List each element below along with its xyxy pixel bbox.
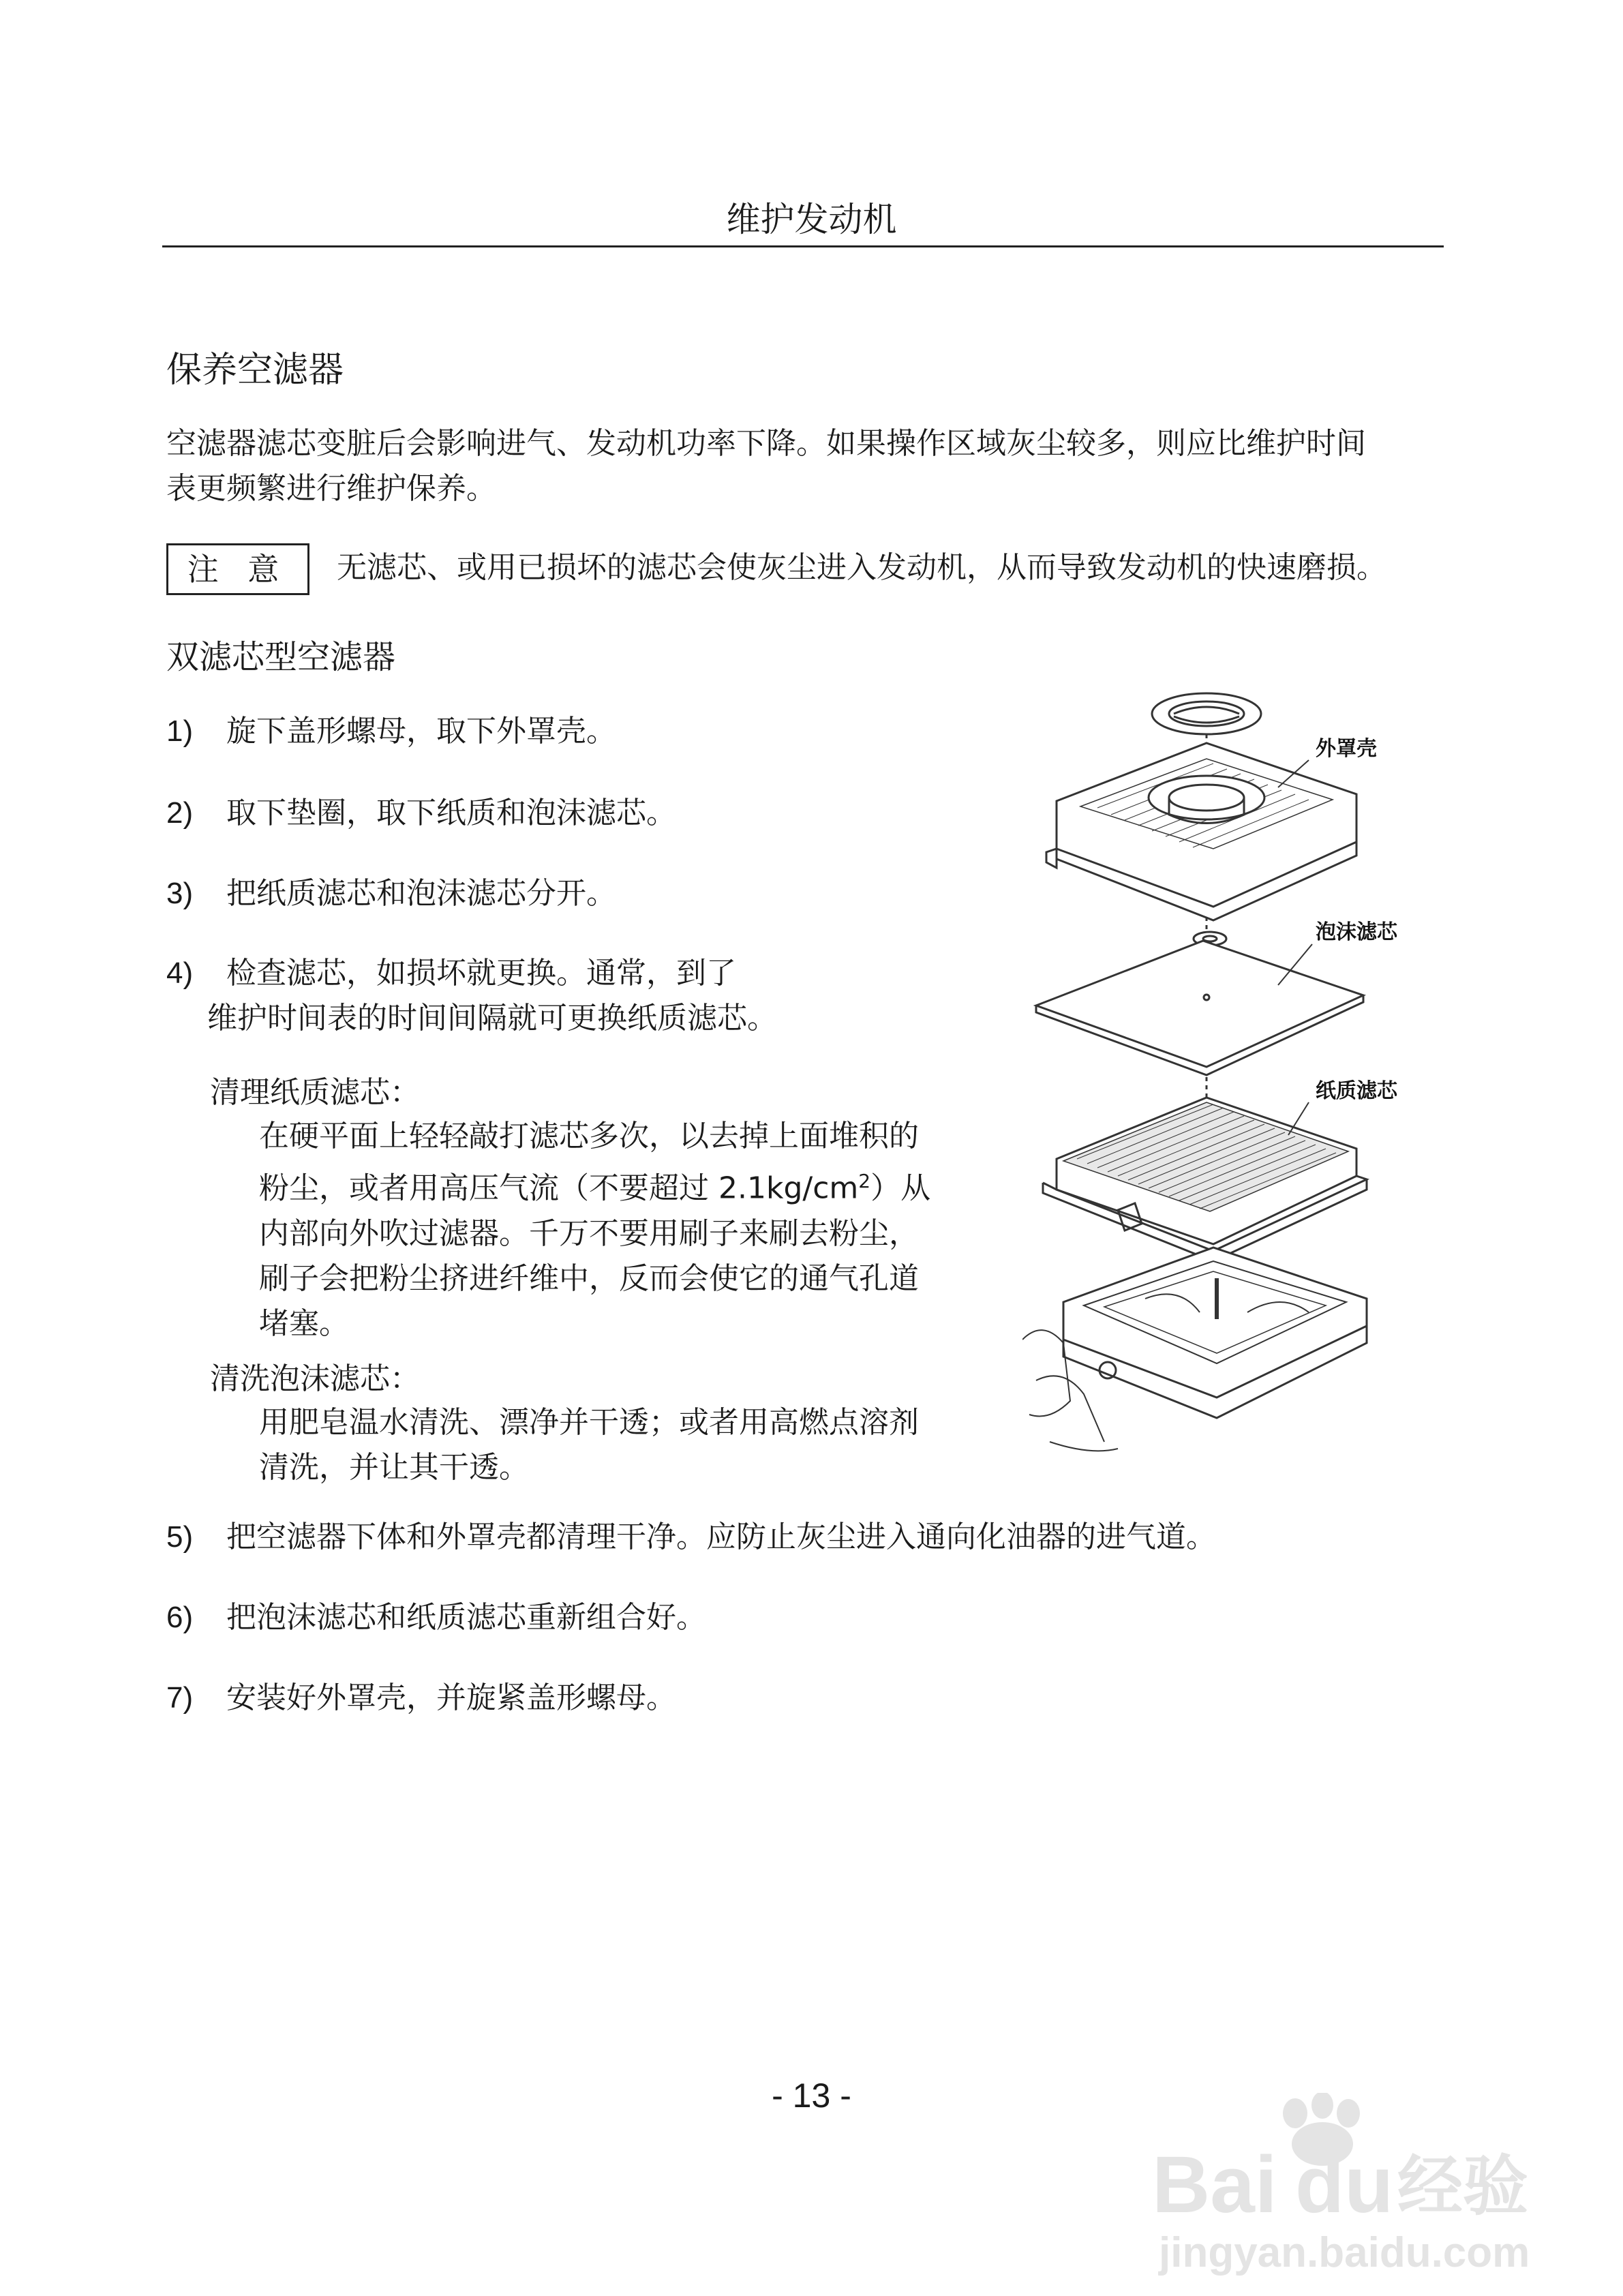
step-text: 把泡沫滤芯和纸质滤芯重新组合好。 — [226, 1600, 706, 1635]
wing-nut-illustration — [1152, 693, 1261, 734]
watermark-brand-c: 经验 — [1397, 2148, 1528, 2224]
foam-cleaning-line-1: 用肥皂温水清洗、漂净并干透；或者用高燃点溶剂 — [259, 1405, 919, 1440]
step-number: 4) — [166, 956, 194, 990]
section-title: 保养空滤器 — [166, 350, 344, 391]
step-number: 7) — [166, 1681, 194, 1715]
step-number: 6) — [166, 1601, 194, 1634]
paper-cleaning-line-2b: ）从 — [870, 1170, 931, 1206]
header-divider — [162, 245, 1444, 247]
intro-line-2: 表更频繁进行维护保养。 — [166, 471, 496, 506]
step-text: 把纸质滤芯和泡沫滤芯分开。 — [226, 876, 616, 911]
foam-cleaning-line-2: 清洗，并让其干透。 — [259, 1450, 529, 1485]
step-text: 安装好外罩壳，并旋紧盖形螺母。 — [226, 1680, 676, 1715]
step-number: 5) — [166, 1520, 194, 1554]
paper-cleaning-line-5: 堵塞。 — [259, 1305, 349, 1341]
outer-cover-illustration — [1046, 743, 1356, 920]
subsection-title: 双滤芯型空滤器 — [166, 638, 396, 676]
paper-cleaning-line-4: 刷子会把粉尘挤进纤维中，反而会使它的通气孔道 — [259, 1260, 919, 1296]
paper-filter-illustration — [1043, 1098, 1367, 1261]
step-number: 3) — [166, 877, 194, 910]
watermark-brand-a: Bai — [1152, 2140, 1277, 2230]
paper-cleaning-body — [259, 1114, 968, 1346]
step-text: 取下垫圈，取下纸质和泡沫滤芯。 — [226, 796, 676, 830]
foam-cleaning-heading: 清洗泡沫滤芯： — [210, 1361, 420, 1396]
watermark-url: jingyan.baidu.com — [1159, 2229, 1530, 2276]
step-text: 把空滤器下体和外罩壳都清理干净。应防止灰尘进入通向化油器的进气道。 — [226, 1520, 1216, 1554]
page-header-title: 维护发动机 — [726, 200, 897, 239]
step-number: 2) — [166, 796, 194, 830]
step-text: 旋下盖形螺母，取下外罩壳。 — [226, 714, 616, 749]
intro-line-1: 空滤器滤芯变脏后会影响进气、发动机功率下降。如果操作区域灰尘较多，则应比维护时间 — [166, 426, 1366, 461]
foam-filter-illustration — [1036, 941, 1363, 1075]
watermark-brand-b: du — [1295, 2140, 1394, 2230]
paper-cleaning-line-1: 在硬平面上轻轻敲打滤芯多次，以去掉上面堆积的 — [259, 1119, 919, 1153]
page-number: - 13 - — [772, 2076, 851, 2115]
baidu-watermark — [1152, 2093, 1588, 2277]
paper-cleaning-line-2a: 粉尘，或者用高压气流（不要超过 2.1kg/cm — [259, 1170, 859, 1206]
label-paper-filter: 纸质滤芯 — [1316, 1079, 1397, 1103]
step-number: 1) — [166, 714, 194, 748]
label-foam-filter: 泡沫滤芯 — [1316, 920, 1397, 944]
note-badge: 注 意 — [166, 543, 309, 595]
label-outer-cover: 外罩壳 — [1316, 737, 1377, 761]
intro-paragraph — [166, 421, 1448, 511]
paper-cleaning-heading: 清理纸质滤芯： — [210, 1075, 420, 1110]
step-text: 检查滤芯，如损坏就更换。通常，到了 — [226, 956, 736, 991]
step-text-continued: 维护时间表的时间间隔就可更换纸质滤芯。 — [207, 1001, 777, 1036]
superscript: 2 — [858, 1170, 871, 1192]
air-cleaner-exploded-diagram — [1022, 685, 1459, 1466]
air-cleaner-base-illustration — [1022, 1248, 1367, 1451]
paper-cleaning-line-2 — [259, 1159, 968, 1211]
paper-cleaning-line-3: 内部向外吹过滤器。千万不要用刷子来刷去粉尘， — [259, 1215, 919, 1251]
foam-cleaning-body — [259, 1400, 968, 1490]
note-text: 无滤芯、或用已损坏的滤芯会使灰尘进入发动机，从而导致发动机的快速磨损。 — [337, 550, 1386, 585]
